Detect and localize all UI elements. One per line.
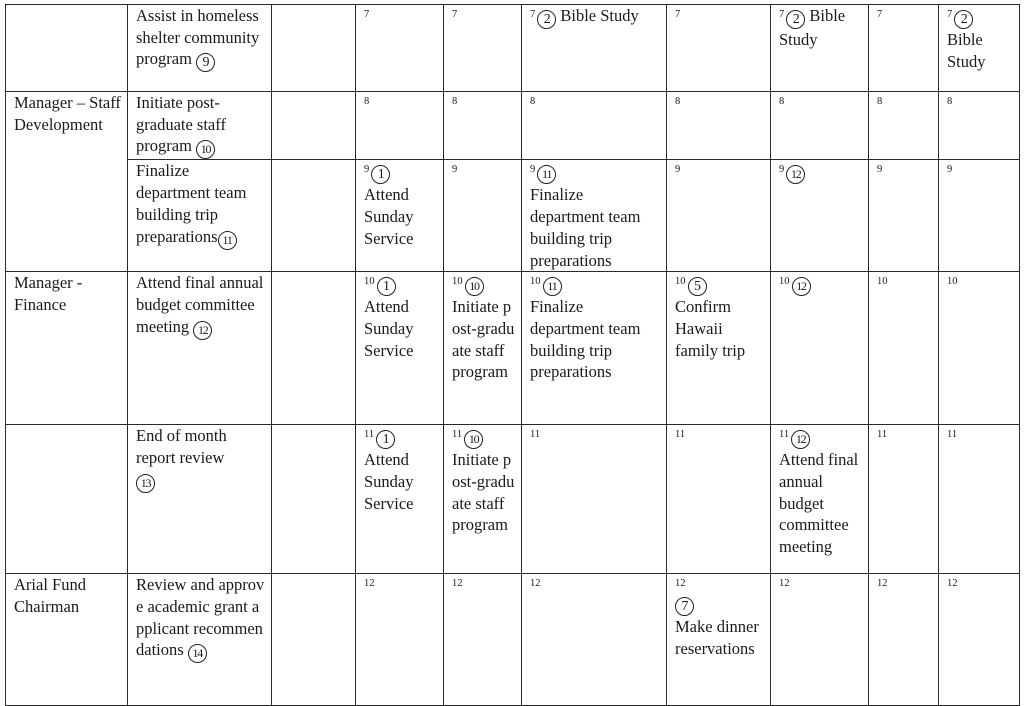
day-cell[interactable] (522, 425, 667, 574)
task-cell (128, 425, 272, 574)
day-cell[interactable] (356, 574, 444, 706)
day-cell[interactable] (667, 5, 771, 92)
day-number: 12 (877, 578, 888, 590)
task-label: Attend final annual budget committee meeting (136, 273, 264, 336)
day-cell[interactable] (939, 272, 1020, 425)
day-number: 11 (947, 429, 958, 441)
day-cell[interactable] (667, 272, 771, 425)
event-ref-badge: 2 (954, 10, 973, 29)
day-cell[interactable] (771, 160, 869, 272)
event-ref-badge: 12 (791, 430, 810, 449)
day-number: 10 (452, 276, 463, 288)
day-cell[interactable] (869, 574, 939, 706)
event-text: Make dinner reservations (675, 617, 759, 658)
event-text: Attend Sunday Service (364, 297, 414, 360)
day-cell[interactable] (444, 92, 522, 160)
role-cell (6, 92, 128, 272)
day-number: 11 (675, 429, 686, 441)
day-number: 11 (530, 429, 541, 441)
day-number: 7 (877, 9, 883, 20)
day-cell[interactable] (869, 92, 939, 160)
day-cell[interactable] (522, 272, 667, 425)
event-text: Attend Sunday Service (364, 185, 414, 248)
event-ref-badge: 10 (465, 277, 484, 296)
day-number: 9 (779, 164, 785, 176)
day-number: 8 (675, 96, 681, 107)
day-cell[interactable] (522, 574, 667, 706)
task-ref-badge: 10 (196, 140, 215, 159)
day-number: 10 (877, 276, 888, 288)
event-ref-badge: 11 (537, 165, 556, 184)
task-cell (128, 92, 272, 160)
day-number: 8 (947, 96, 953, 107)
role-cell (6, 425, 128, 574)
event-ref-badge: 2 (537, 10, 556, 29)
day-cell[interactable] (869, 272, 939, 425)
event-ref-badge: 5 (688, 277, 707, 296)
task-ref-badge: 13 (136, 474, 155, 493)
day-cell[interactable] (939, 5, 1020, 92)
table-row (6, 425, 1020, 574)
day-number: 7 (675, 9, 681, 20)
day-number: 9 (947, 164, 953, 176)
day-cell[interactable] (356, 5, 444, 92)
day-cell[interactable] (356, 160, 444, 272)
day-cell[interactable] (444, 425, 522, 574)
event-ref-badge: 7 (675, 597, 694, 616)
day-number: 9 (364, 164, 370, 176)
event-text: Attend final annual budget committee meeting (779, 450, 859, 557)
day-number: 11 (877, 429, 888, 441)
day-number: 11 (452, 429, 463, 441)
event-text: Finalize department team building trip preparations (530, 185, 641, 270)
notes-cell (272, 160, 356, 272)
event-ref-badge: 1 (377, 277, 396, 296)
day-cell[interactable] (444, 5, 522, 92)
event-text: Initiate post-graduate staff program (452, 450, 515, 535)
task-label: Review and approve academic grant applicant recommendations (136, 575, 265, 660)
day-cell[interactable] (869, 160, 939, 272)
event-ref-badge: 11 (543, 277, 562, 296)
day-cell[interactable] (522, 92, 667, 160)
day-cell[interactable] (869, 5, 939, 92)
table-row (6, 160, 1020, 272)
role-cell (6, 5, 128, 92)
task-cell (128, 272, 272, 425)
day-number: 10 (779, 276, 790, 288)
day-number: 11 (364, 429, 375, 441)
weekly-schedule-table (5, 4, 1020, 706)
task-cell (128, 5, 272, 92)
task-ref-badge: 9 (196, 53, 215, 72)
notes-cell (272, 272, 356, 425)
day-number: 10 (530, 276, 541, 288)
day-number: 7 (452, 9, 458, 20)
event-ref-badge: 12 (786, 165, 805, 184)
task-cell (128, 160, 272, 272)
day-number: 9 (877, 164, 883, 176)
day-number: 10 (947, 276, 958, 288)
table-row (6, 92, 1020, 160)
task-label: Initiate post-graduate staff program (136, 93, 226, 156)
task-label: Finalize department team building trip preparations (136, 161, 247, 246)
day-cell[interactable] (522, 160, 667, 272)
day-cell[interactable] (771, 92, 869, 160)
day-cell[interactable] (939, 425, 1020, 574)
day-number: 12 (947, 578, 958, 590)
day-number: 9 (675, 164, 681, 176)
day-number: 12 (364, 578, 375, 590)
day-number: 8 (364, 96, 370, 107)
day-cell[interactable] (444, 160, 522, 272)
day-number: 11 (779, 429, 790, 441)
day-cell[interactable] (444, 574, 522, 706)
event-ref-badge: 2 (786, 10, 805, 29)
day-cell[interactable] (939, 574, 1020, 706)
day-cell[interactable] (667, 160, 771, 272)
event-ref-badge: 1 (371, 165, 390, 184)
table-row (6, 272, 1020, 425)
day-cell[interactable] (667, 425, 771, 574)
task-label: End of month report review (136, 426, 227, 467)
task-ref-badge: 12 (193, 321, 212, 340)
day-cell[interactable] (356, 272, 444, 425)
day-number: 9 (452, 164, 458, 176)
day-cell[interactable] (771, 272, 869, 425)
day-number: 12 (675, 578, 686, 590)
day-cell[interactable] (444, 272, 522, 425)
event-text: Bible Study (947, 30, 986, 71)
day-number: 8 (779, 96, 785, 107)
day-number: 10 (364, 276, 375, 288)
day-number: 7 (364, 9, 370, 20)
role-label: Manager - Finance (14, 273, 83, 314)
day-cell[interactable] (869, 425, 939, 574)
day-number: 7 (947, 9, 953, 20)
day-cell[interactable] (667, 574, 771, 706)
notes-cell (272, 92, 356, 160)
day-cell[interactable] (356, 425, 444, 574)
event-text: Confirm Hawaii family trip (675, 297, 746, 360)
day-cell[interactable] (667, 92, 771, 160)
notes-cell (272, 574, 356, 706)
task-ref-badge: 11 (218, 231, 237, 250)
day-cell[interactable] (939, 160, 1020, 272)
event-text: Finalize department team building trip preparations (530, 297, 641, 382)
day-number: 8 (452, 96, 458, 107)
event-text: Attend Sunday Service (364, 450, 414, 513)
day-number: 9 (530, 164, 536, 176)
notes-cell (272, 425, 356, 574)
task-ref-badge: 14 (188, 644, 207, 663)
event-text: Initiate post-graduate staff program (452, 297, 515, 382)
event-ref-badge: 10 (464, 430, 483, 449)
table-row (6, 574, 1020, 706)
day-cell[interactable] (522, 5, 667, 92)
notes-cell (272, 5, 356, 92)
day-cell[interactable] (939, 92, 1020, 160)
day-number: 10 (675, 276, 686, 288)
day-cell[interactable] (771, 425, 869, 574)
role-cell (6, 272, 128, 425)
day-number: 7 (779, 9, 785, 20)
day-cell[interactable] (356, 92, 444, 160)
day-number: 8 (530, 96, 536, 107)
event-ref-badge: 12 (792, 277, 811, 296)
day-cell[interactable] (771, 5, 869, 92)
task-cell (128, 574, 272, 706)
table-row (6, 5, 1020, 92)
role-label: Arial Fund Chairman (14, 575, 86, 616)
event-text: Bible Study (560, 6, 639, 25)
role-label: Manager – Staff Development (14, 93, 121, 134)
day-number: 12 (779, 578, 790, 590)
day-number: 8 (877, 96, 883, 107)
event-ref-badge: 1 (376, 430, 395, 449)
day-number: 7 (530, 9, 536, 20)
day-number: 12 (530, 578, 541, 590)
day-number: 12 (452, 578, 463, 590)
event-text: Bible Study (779, 6, 846, 49)
task-label: Assist in homeless shelter community program (136, 6, 260, 69)
day-cell[interactable] (771, 574, 869, 706)
role-cell (6, 574, 128, 706)
